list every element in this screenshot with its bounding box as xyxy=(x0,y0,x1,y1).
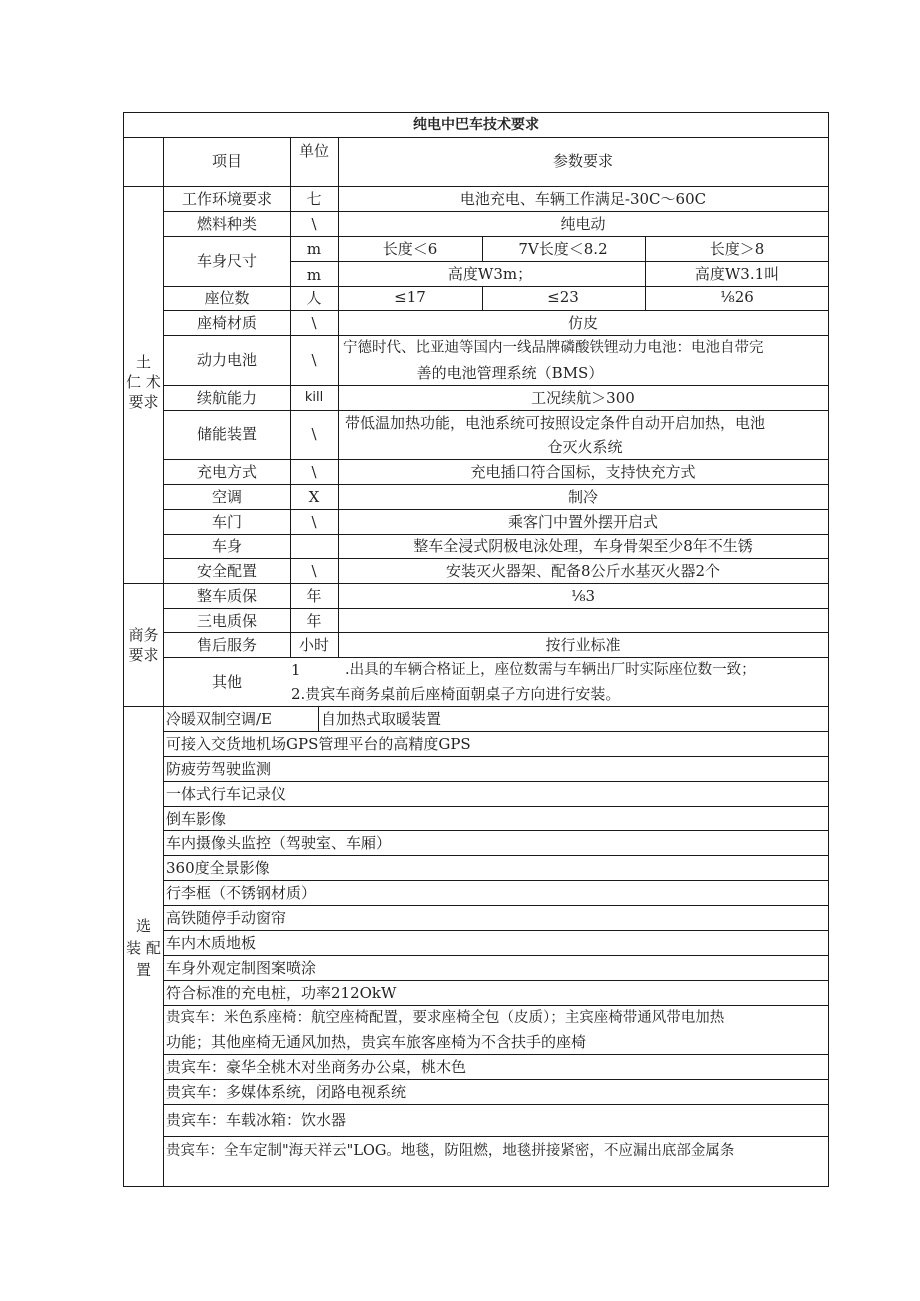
row-service-unit: 小时 xyxy=(298,636,330,654)
row-seats-v3: ⅛26 xyxy=(720,288,754,306)
row-divider xyxy=(163,657,829,658)
table-border-right xyxy=(828,112,829,1187)
row-divider xyxy=(163,1079,829,1080)
row-divider xyxy=(163,310,829,311)
row-size-item: 车身尺寸 xyxy=(196,252,258,270)
option-item: 贵宾车：车载冰箱：饮水器 xyxy=(166,1111,347,1129)
option-item: 360度全景影像 xyxy=(166,859,270,877)
row-divider xyxy=(163,459,829,460)
row-range-unit: kill xyxy=(304,390,324,405)
col-divider xyxy=(645,236,646,310)
row-fuel-item: 燃料种类 xyxy=(196,215,258,233)
row-divider xyxy=(123,137,829,138)
row-storage-unit: \ xyxy=(311,425,317,443)
row-size-h1: 高度W3m； xyxy=(447,265,533,283)
row-seats-v1: ≤17 xyxy=(394,288,426,306)
option-item: 冷暖双制空调/E xyxy=(166,710,273,728)
row-divider xyxy=(123,186,829,187)
option-item: 贵宾车：米色系座椅：航空座椅配置，要求座椅全包（皮质）；主宾座椅带通风带电加热 xyxy=(166,1010,725,1026)
row-divider xyxy=(163,534,829,535)
option-item: 贵宾车：全车定制"海天祥云"LOG。地毯，防阻燃，地毯拼接紧密，不应漏出底部金属条 xyxy=(166,1143,735,1159)
row-battery-line2: 善的电池管理系统（BMS） xyxy=(416,364,604,382)
row-service-item: 售后服务 xyxy=(196,636,258,654)
section-opt-line1: 选 xyxy=(135,917,151,935)
col-divider xyxy=(482,236,483,261)
row-divider xyxy=(163,1005,829,1006)
row-service-value: 按行业标准 xyxy=(545,636,621,654)
row-battery-line1: 宁德时代、比亚迪等国内一线品牌磷酸铁锂动力电池：电池自带完 xyxy=(343,340,764,356)
row-size-h2: 高度W3.1叫 xyxy=(694,265,780,283)
row-body-item: 车身 xyxy=(211,537,243,555)
row-divider xyxy=(163,1136,829,1137)
row-divider xyxy=(163,286,829,287)
row-divider xyxy=(163,930,829,931)
row-other-line2: 2.贵宾车商务桌前后座椅面朝桌子方向进行安装。 xyxy=(291,685,621,703)
row-other-num: 1 xyxy=(291,661,301,679)
row-safety-unit: \ xyxy=(311,562,317,580)
section-opt-label xyxy=(124,915,163,981)
row-ac-item: 空调 xyxy=(211,488,243,506)
section-tech-line1: 土 xyxy=(135,353,151,371)
row-battery-unit: \ xyxy=(311,351,317,369)
section-tech-line2: 仁 术 xyxy=(126,373,161,391)
row-divider xyxy=(163,781,829,782)
page-title: 纯电中巴车技术要求 xyxy=(413,117,539,133)
col-divider xyxy=(338,137,339,658)
row-divider xyxy=(163,880,829,881)
row-seatmat-value: 仿皮 xyxy=(567,314,599,332)
option-item: 行李框（不锈钢材质） xyxy=(166,884,317,902)
option-item: 可接入交货地机场GPS管理平台的高精度GPS xyxy=(166,735,471,753)
row-divider xyxy=(163,335,829,336)
option-item: 自加热式取暖装置 xyxy=(321,710,442,728)
option-item: 功能；其他座椅无通风加热，贵宾车旅客座椅为不含扶手的座椅 xyxy=(166,1033,587,1051)
section-opt-line3: 置 xyxy=(135,961,151,979)
row-tri-unit: 年 xyxy=(306,612,322,630)
section-biz-label xyxy=(124,625,163,665)
table-border-bottom xyxy=(123,1186,829,1187)
col-divider xyxy=(290,137,291,658)
section-biz-line2: 要求 xyxy=(128,646,159,664)
row-safety-item: 安全配置 xyxy=(196,562,258,580)
row-divider xyxy=(290,261,829,262)
row-warranty-value: ⅛3 xyxy=(570,587,596,605)
header-unit: 单位 xyxy=(298,142,330,160)
row-divider xyxy=(163,385,829,386)
row-size-len3: 长度＞8 xyxy=(709,240,765,258)
row-divider xyxy=(163,980,829,981)
table-border-top xyxy=(123,112,829,113)
option-item: 贵宾车：豪华全桃木对坐商务办公桌，桃木色 xyxy=(166,1058,467,1076)
row-divider xyxy=(163,1104,829,1105)
row-divider xyxy=(163,632,829,633)
option-item: 倒车影像 xyxy=(166,810,227,828)
row-ac-value: 制冷 xyxy=(567,488,599,506)
row-charge-value: 充电插口符合国标，支持快充方式 xyxy=(470,463,696,481)
row-tri-item: 三电质保 xyxy=(196,612,258,630)
row-divider xyxy=(163,855,829,856)
row-divider xyxy=(163,484,829,485)
header-param: 参数要求 xyxy=(552,152,614,170)
header-item: 项目 xyxy=(211,152,243,170)
row-storage-line1: 带低温加热功能，电池系统可按照设定条件自动开启加热，电池 xyxy=(345,414,766,432)
row-divider xyxy=(163,509,829,510)
row-divider xyxy=(163,211,829,212)
section-tech-label xyxy=(124,352,163,412)
row-seats-unit: 人 xyxy=(306,289,322,307)
option-item: 贵宾车：多媒体系统，闭路电视系统 xyxy=(166,1083,407,1101)
row-body-value: 整车全浸式阴极电泳处理，车身骨架至少8年不生锈 xyxy=(413,537,753,555)
row-ac-unit: X xyxy=(308,488,320,506)
row-warranty-unit: 年 xyxy=(306,587,322,605)
row-other-item: 其他 xyxy=(211,673,243,691)
row-door-value: 乘客门中置外摆开启式 xyxy=(507,513,659,531)
option-item: 防疲劳驾驶监测 xyxy=(166,760,272,778)
row-env-value: 电池充电、车辆工作满足-30C～60C xyxy=(459,190,707,208)
row-fuel-unit: \ xyxy=(311,215,317,233)
row-divider xyxy=(163,830,829,831)
row-range-item: 续航能力 xyxy=(196,389,258,407)
row-divider xyxy=(163,955,829,956)
row-seats-item: 座位数 xyxy=(204,289,250,307)
row-divider xyxy=(163,608,829,609)
row-env-unit: 七 xyxy=(306,190,322,208)
row-door-item: 车门 xyxy=(211,513,243,531)
row-charge-item: 充电方式 xyxy=(196,463,258,481)
option-item: 车内摄像头监控（驾驶室、车厢） xyxy=(166,834,392,852)
option-item: 一体式行车记录仪 xyxy=(166,785,287,803)
row-divider xyxy=(123,706,829,707)
row-size-len1: 长度＜6 xyxy=(382,240,438,258)
option-item: 车内木质地板 xyxy=(166,934,257,952)
section-tech-line3: 要求 xyxy=(128,393,159,411)
row-divider xyxy=(163,731,829,732)
col-divider xyxy=(318,706,319,731)
row-divider xyxy=(163,905,829,906)
row-divider xyxy=(163,806,829,807)
row-storage-item: 储能装置 xyxy=(196,425,258,443)
row-safety-value: 安装灭火器架、配备8公斤水基灭火器2个 xyxy=(445,562,721,580)
row-seatmat-item: 座椅材质 xyxy=(196,314,258,332)
row-fuel-value: 纯电动 xyxy=(560,215,606,233)
row-size-len2: 7V长度＜8.2 xyxy=(518,240,608,258)
row-other-line1: .出具的车辆合格证上，座位数需与车辆出厂时实际座位数一致； xyxy=(345,662,756,678)
row-storage-line2: 仓灭火系统 xyxy=(547,438,623,456)
row-divider xyxy=(123,583,829,584)
row-charge-unit: \ xyxy=(311,463,317,481)
row-divider xyxy=(163,410,829,411)
row-divider xyxy=(163,1054,829,1055)
row-seatmat-unit: \ xyxy=(311,314,317,332)
section-biz-line1: 商务 xyxy=(128,626,159,644)
row-seats-v2: ≤23 xyxy=(547,288,579,306)
option-item: 高铁随停手动窗帘 xyxy=(166,909,287,927)
option-item: 符合标准的充电桩，功率212OkW xyxy=(166,984,397,1002)
row-warranty-item: 整车质保 xyxy=(196,587,258,605)
col-divider xyxy=(163,137,164,1186)
row-divider xyxy=(163,558,829,559)
row-size-unit2: m xyxy=(306,266,322,284)
row-range-value: 工况续航＞300 xyxy=(531,389,635,407)
row-divider xyxy=(163,756,829,757)
row-door-unit: \ xyxy=(311,513,317,531)
row-battery-item: 动力电池 xyxy=(196,351,258,369)
section-opt-line2: 装 配 xyxy=(126,939,161,957)
row-size-unit1: m xyxy=(306,240,322,258)
row-divider xyxy=(163,236,829,237)
row-env-item: 工作环境要求 xyxy=(181,190,273,208)
option-item: 车身外观定制图案喷涂 xyxy=(166,959,317,977)
col-divider xyxy=(482,286,483,310)
